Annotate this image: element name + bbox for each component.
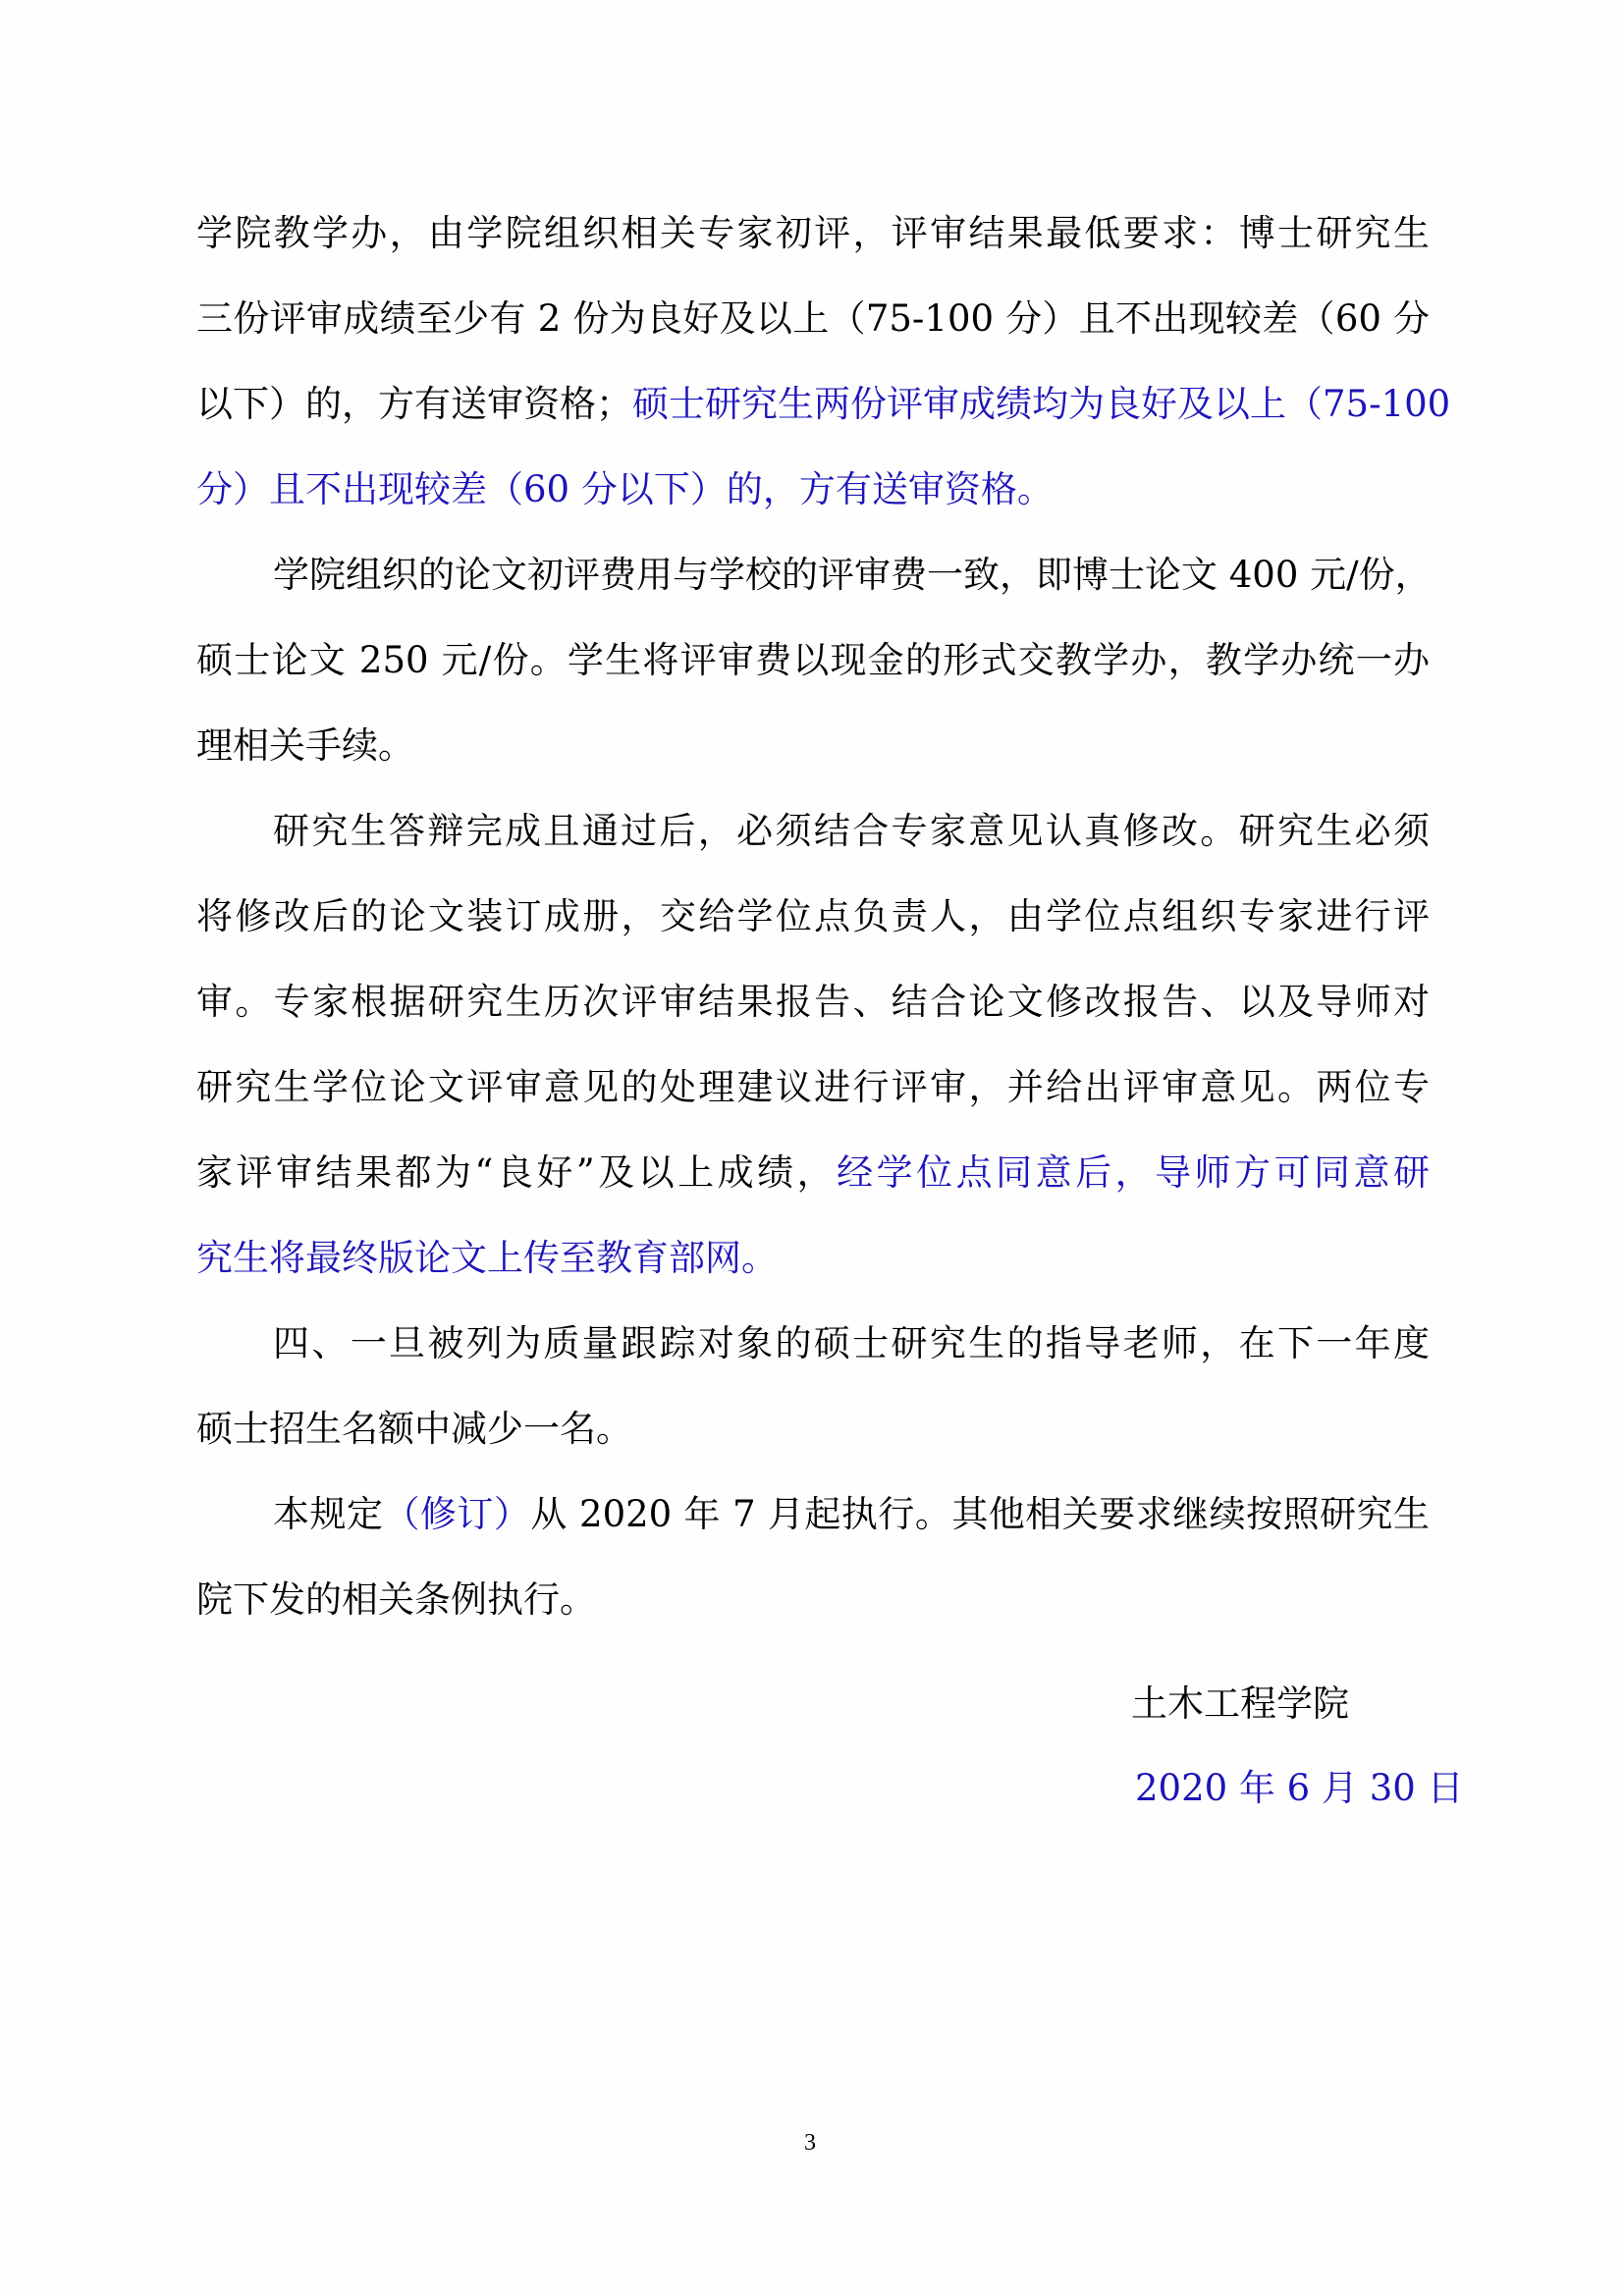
text-line xyxy=(196,294,1430,344)
body-text: 学院组织的论文初评费用与学校的评审费一致，即博士论文 400 元/份， xyxy=(273,554,1432,596)
highlighted-text: 经学位点同意后，导师方可同意研 xyxy=(837,1151,1431,1194)
text-line xyxy=(196,1234,1430,1283)
body-text: 以下）的，方有送审资格； xyxy=(196,383,632,425)
text-line xyxy=(196,1148,1430,1198)
text-line xyxy=(196,1063,1430,1112)
text-line xyxy=(196,721,1430,771)
page-number: 3 xyxy=(804,2130,816,2156)
text-line xyxy=(196,465,1430,514)
body-text: 将修改后的论文装订成册，交给学位点负责人，由学位点组织专家进行评 xyxy=(196,895,1430,937)
body-text: 理相关手续。 xyxy=(196,724,414,767)
text-line xyxy=(273,807,1430,856)
signature-date: 2020 年 6 月 30 日 xyxy=(1135,1767,1464,1809)
highlighted-text: （修订） xyxy=(383,1493,531,1535)
text-line xyxy=(196,636,1430,685)
body-text: 三份评审成绩至少有 2 份为良好及以上（75-100 分）且不出现较差（60 分 xyxy=(196,297,1430,340)
text-line xyxy=(273,1490,1430,1539)
text-line xyxy=(196,209,1430,258)
body-text: 硕士招生名额中减少一名。 xyxy=(196,1408,632,1450)
highlighted-text: 分）且不出现较差（60 分以下）的，方有送审资格。 xyxy=(196,468,1054,510)
body-text: 从 2020 年 7 月起执行。其他相关要求继续按照研究生 xyxy=(530,1493,1431,1535)
signature-institution: 土木工程学院 xyxy=(1131,1682,1349,1725)
text-line xyxy=(196,1405,1430,1454)
body-text: 四、一旦被列为质量跟踪对象的硕士研究生的指导老师，在下一年度 xyxy=(273,1322,1430,1364)
body-text: 学院教学办，由学院组织相关专家初评，评审结果最低要求：博士研究生 xyxy=(196,212,1430,254)
body-text: 研究生答辩完成且通过后，必须结合专家意见认真修改。研究生必须 xyxy=(273,810,1430,852)
body-text: 院下发的相关条例执行。 xyxy=(196,1578,596,1621)
body-text: 家评审结果都为“良好”及以上成绩， xyxy=(196,1151,838,1194)
body-text: 本规定 xyxy=(273,1493,384,1535)
body-text: 硕士论文 250 元/份。学生将评审费以现金的形式交教学办，教学办统一办 xyxy=(196,639,1430,681)
text-line xyxy=(196,978,1430,1027)
text-line xyxy=(196,1575,1430,1625)
text-line xyxy=(196,380,1451,429)
text-line xyxy=(273,551,1430,600)
highlighted-text: 究生将最终版论文上传至教育部网。 xyxy=(196,1237,778,1279)
body-text: 审。专家根据研究生历次评审结果报告、结合论文修改报告、以及导师对 xyxy=(196,981,1430,1023)
highlighted-text: 硕士研究生两份评审成绩均为良好及以上（75-100 xyxy=(632,383,1451,425)
body-text: 研究生学位论文评审意见的处理建议进行评审，并给出评审意见。两位专 xyxy=(196,1066,1430,1108)
text-line xyxy=(273,1319,1430,1368)
text-line xyxy=(196,892,1430,941)
